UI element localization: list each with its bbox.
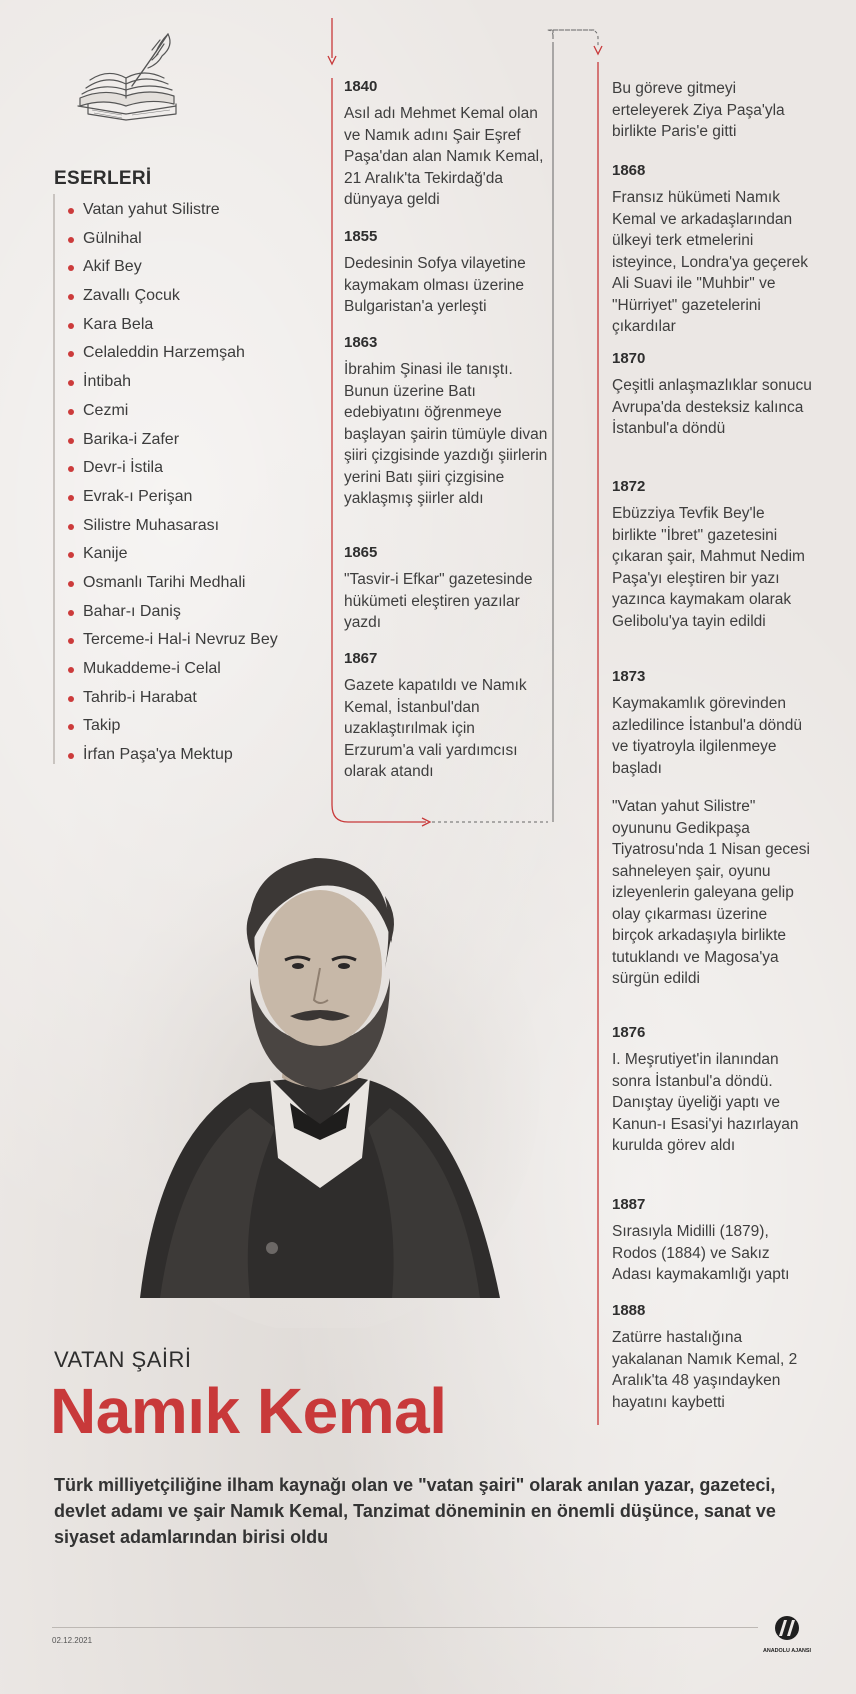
timeline-text: Ebüzziya Tevfik Bey'le birlikte "İbret" gazetesini çıkaran şair, Mahmut Nedim Paşa'yı eleştiren bir yazı yazınca kaymakam olarak Gelibolu'ya tayin edildi: [612, 505, 805, 630]
list-item: Akif Bey: [66, 253, 278, 282]
timeline-entry: [612, 350, 812, 440]
list-item: Terceme-i Hal-i Nevruz Bey: [66, 626, 278, 655]
list-item: Kanije: [66, 540, 278, 569]
timeline-text: Fransız hükümeti Namık Kemal ve arkadaşlarından ülkeyi terk etmelerini isteyince, Londra'ya geçerek Ali Suavi ile "Muhbir" ve "Hürriyet" gazetelerini çıkardılar: [612, 189, 808, 335]
timeline-year: 1876: [612, 1024, 646, 1041]
timeline-year: 1865: [344, 544, 378, 561]
subtitle: VATAN ŞAİRİ: [54, 1347, 192, 1372]
list-item: Osmanlı Tarihi Medhali: [66, 569, 278, 598]
timeline-year: 1855: [344, 228, 378, 245]
list-item: Evrak-ı Perişan: [66, 483, 278, 512]
list-item: Gülnihal: [66, 225, 278, 254]
anadolu-ajansi-logo: [763, 1612, 811, 1660]
list-item: İntibah: [66, 368, 278, 397]
timeline-entry: [612, 162, 812, 338]
timeline-year: 1888: [612, 1302, 646, 1319]
footer-divider: [52, 1627, 758, 1628]
date-stamp: 02.12.2021: [52, 1636, 93, 1645]
timeline-year: 1870: [612, 350, 646, 367]
list-item: Mukaddeme-i Celal: [66, 655, 278, 684]
timeline-year: 1863: [344, 334, 378, 351]
page-title: Namık Kemal: [50, 1375, 447, 1447]
works-title: ESERLERİ: [54, 168, 152, 189]
timeline-entry: [612, 1196, 812, 1286]
timeline-text: Gazete kapatıldı ve Namık Kemal, İstanbul'dan uzaklaştırılmak için Erzurum'a vali yardımcısı olarak atandı: [344, 677, 527, 780]
timeline-text: Bu göreve gitmeyi erteleyerek Ziya Paşa'yla birlikte Paris'e gitti: [612, 80, 785, 140]
timeline-text: İbrahim Şinasi ile tanıştı. Bunun üzerine Batı edebiyatını öğrenmeye başlayan şairin tümüyle divan şiiri çizgisinde yazdığı şiirlerin yerini Batı şiiri çizgisine yaklaşmış şiirler aldı: [344, 361, 548, 507]
timeline-year: 1867: [344, 650, 378, 667]
list-item: Cezmi: [66, 397, 278, 426]
timeline-year: 1872: [612, 478, 646, 495]
timeline-year: 1840: [344, 78, 378, 95]
svg-text:ANADOLU AJANSI: ANADOLU AJANSI: [763, 1648, 811, 1654]
timeline-entry: [612, 1024, 812, 1157]
timeline-text: Dedesinin Sofya vilayetine kaymakam olması üzerine Bulgaristan'a yerleşti: [344, 255, 526, 315]
works-divider: [53, 194, 55, 764]
timeline-year: 1887: [612, 1196, 646, 1213]
list-item: Silistre Muhasarası: [66, 512, 278, 541]
list-item: İrfan Paşa'ya Mektup: [66, 741, 278, 770]
portrait-photo: [100, 828, 540, 1328]
timeline-entry: [344, 78, 549, 211]
timeline-entry: [344, 544, 549, 634]
timeline-entry: [612, 1302, 812, 1413]
timeline-year: 1873: [612, 668, 646, 685]
list-item: Zavallı Çocuk: [66, 282, 278, 311]
timeline-text: I. Meşrutiyet'in ilanından sonra İstanbul'a döndü. Danıştay üyeliği yaptı ve Kanun-ı Esasi'yi hazırlayan kurulda görev aldı: [612, 1051, 799, 1154]
list-item: Kara Bela: [66, 311, 278, 340]
works-list: [66, 196, 278, 770]
timeline-entry: [344, 650, 549, 783]
timeline-text: "Vatan yahut Silistre" oyununu Gedikpaşa Tiyatrosu'nda 1 Nisan gecesi sahneleyen şair, oyunu izleyenlerin galeyana gelip olay çıkarması üzerine birçok arkadaşıyla birlikte tutuklandı ve Magosa'ya sürgün edildi: [612, 798, 810, 987]
list-item: Tahrib-i Harabat: [66, 684, 278, 713]
timeline-entry: [344, 228, 549, 318]
timeline-text: Asıl adı Mehmet Kemal olan ve Namık adını Şair Eşref Paşa'dan alan Namık Kemal, 21 Aralık'ta Tekirdağ'da dünyaya geldi: [344, 105, 544, 208]
description: Türk milliyetçiliğine ilham kaynağı olan ve "vatan şairi" olarak anılan yazar, gazeteci, devlet adamı ve şair Namık Kemal, Tanzimat döneminin en önemli düşünce, sanat ve siyaset adamlarından birisi oldu: [54, 1475, 776, 1547]
list-item: Barika-i Zafer: [66, 426, 278, 455]
list-item: Takip: [66, 712, 278, 741]
timeline-year: 1868: [612, 162, 646, 179]
timeline-text: Sırasıyla Midilli (1879), Rodos (1884) ve Sakız Adası kaymakamlığı yaptı: [612, 1223, 790, 1283]
timeline-entry: [612, 478, 812, 632]
list-item: Devr-i İstila: [66, 454, 278, 483]
timeline-text: Kaymakamlık görevinden azledilince İstanbul'a döndü ve tiyatroyla ilgilenmeye başladı: [612, 695, 802, 777]
timeline-entry: [612, 668, 812, 779]
list-item: Bahar-ı Daniş: [66, 598, 278, 627]
timeline-entry: [612, 796, 812, 990]
timeline-text: Zatürre hastalığına yakalanan Namık Kemal, 2 Aralık'ta 48 yaşındayken hayatını kaybetti: [612, 1329, 798, 1411]
book-quill-icon: [72, 28, 182, 123]
timeline-entry: [344, 334, 549, 510]
list-item: Vatan yahut Silistre: [66, 196, 278, 225]
timeline-text: Çeşitli anlaşmazlıklar sonucu Avrupa'da desteksiz kalınca İstanbul'a döndü: [612, 377, 812, 437]
timeline-text: "Tasvir-i Efkar" gazetesinde hükümeti eleştiren yazılar yazdı: [344, 571, 533, 631]
timeline-entry: [612, 78, 812, 143]
list-item: Celaleddin Harzemşah: [66, 339, 278, 368]
